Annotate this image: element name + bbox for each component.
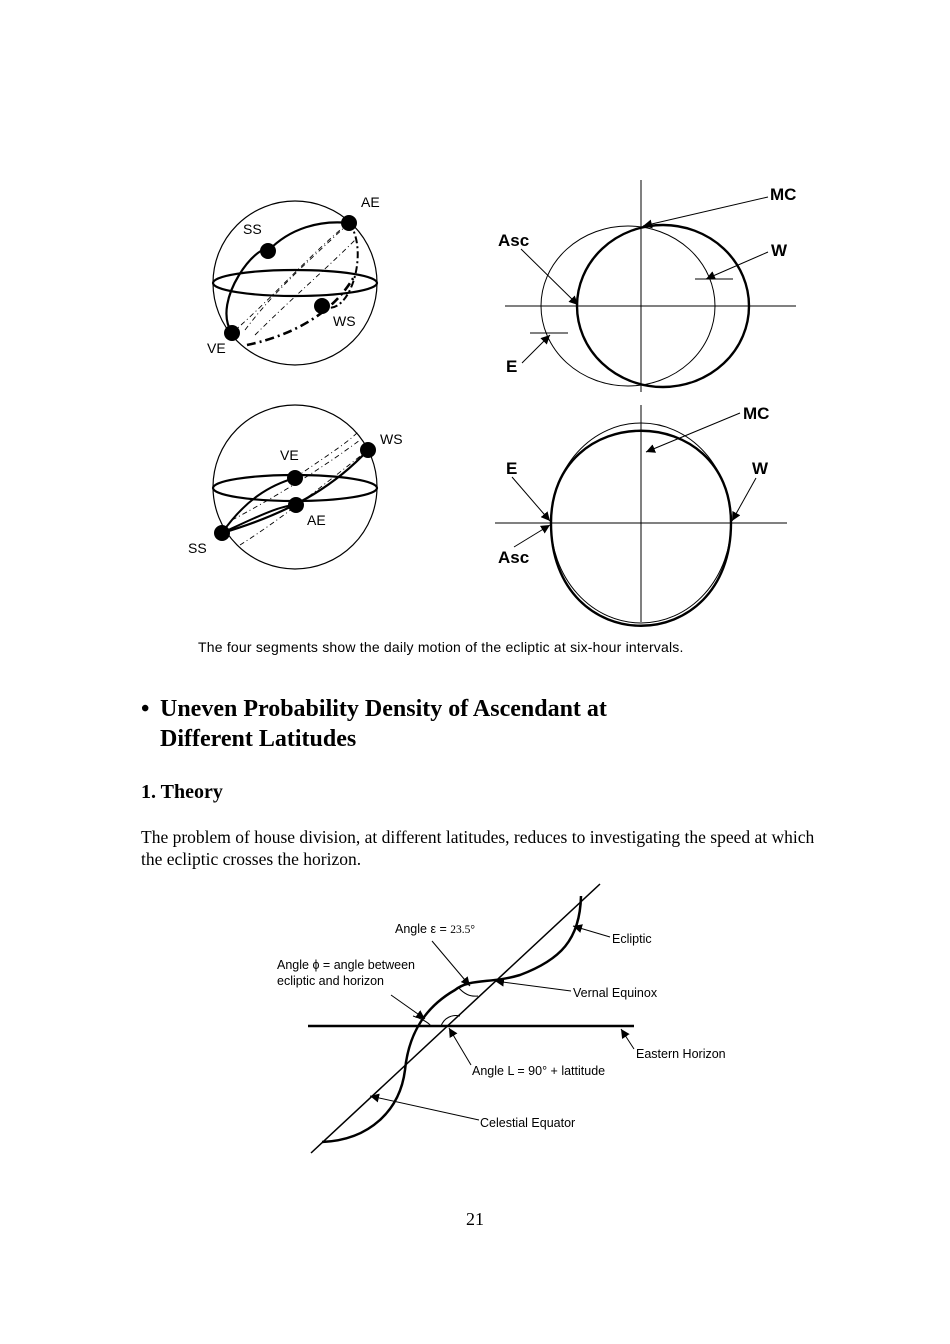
body-paragraph: The problem of house division, at different latitudes, reduces to investigating the speed at which the ecliptic crosses the horizon. bbox=[141, 827, 815, 869]
label-e-1: E bbox=[506, 357, 518, 376]
label-asc-2: Asc bbox=[498, 548, 530, 567]
label-ve-1: VE bbox=[207, 340, 226, 356]
label-mc-2: MC bbox=[743, 404, 770, 423]
label-e-2: E bbox=[506, 459, 518, 478]
point-ss-1 bbox=[260, 243, 276, 259]
subsection-heading: 1. Theory bbox=[141, 781, 223, 803]
label-ecliptic: Ecliptic bbox=[612, 932, 652, 946]
label-ae-2: AE bbox=[307, 512, 326, 528]
label-eastern-horizon: Eastern Horizon bbox=[636, 1047, 726, 1061]
point-ws-2 bbox=[360, 442, 376, 458]
label-celestial-equator: Celestial Equator bbox=[480, 1116, 576, 1130]
label-ae-1: AE bbox=[361, 194, 380, 210]
label-angle-epsilon bbox=[395, 922, 475, 936]
label-ve-2: VE bbox=[280, 447, 299, 463]
label-ss-2: SS bbox=[188, 540, 207, 556]
label-ss-1: SS bbox=[243, 221, 262, 237]
label-angle-phi-line2: ecliptic and horizon bbox=[277, 974, 385, 988]
section-heading bbox=[141, 694, 607, 754]
label-w-1: W bbox=[771, 241, 788, 260]
label-angle-phi-line1: Angle ϕ = angle between bbox=[277, 958, 416, 972]
label-vernal-equinox: Vernal Equinox bbox=[573, 986, 658, 1000]
bullet-icon: • bbox=[141, 696, 150, 722]
angle-epsilon-text: Angle ε = bbox=[395, 922, 451, 936]
point-ve-2 bbox=[287, 470, 303, 486]
point-ae-2 bbox=[288, 497, 304, 513]
label-ws-1: WS bbox=[333, 313, 356, 329]
section-title-line1: Uneven Probability Density of Ascendant at bbox=[160, 696, 607, 722]
figure-caption: The four segments show the daily motion of the ecliptic at six-hour intervals. bbox=[198, 639, 684, 655]
label-ws-2: WS bbox=[380, 431, 403, 447]
page-number: 21 bbox=[466, 1209, 484, 1229]
celestial-sphere-1 bbox=[207, 194, 380, 365]
ecliptic-crossing-diagram bbox=[277, 884, 726, 1153]
ecliptic-horizon-diagram-1 bbox=[498, 180, 796, 392]
point-ws-1 bbox=[314, 298, 330, 314]
label-mc-1: MC bbox=[770, 185, 797, 204]
section-title-line2: Different Latitudes bbox=[160, 726, 357, 752]
angle-epsilon-value: 23.5° bbox=[450, 924, 475, 936]
point-ss-2 bbox=[214, 525, 230, 541]
celestial-sphere-2 bbox=[188, 405, 403, 569]
label-w-2: W bbox=[752, 459, 769, 478]
label-angle-l: Angle L = 90° + lattitude bbox=[472, 1064, 606, 1078]
ecliptic-horizon-diagram-2 bbox=[495, 404, 787, 626]
point-ve-1 bbox=[224, 325, 240, 341]
point-ae-1 bbox=[341, 215, 357, 231]
label-asc-1: Asc bbox=[498, 231, 530, 250]
